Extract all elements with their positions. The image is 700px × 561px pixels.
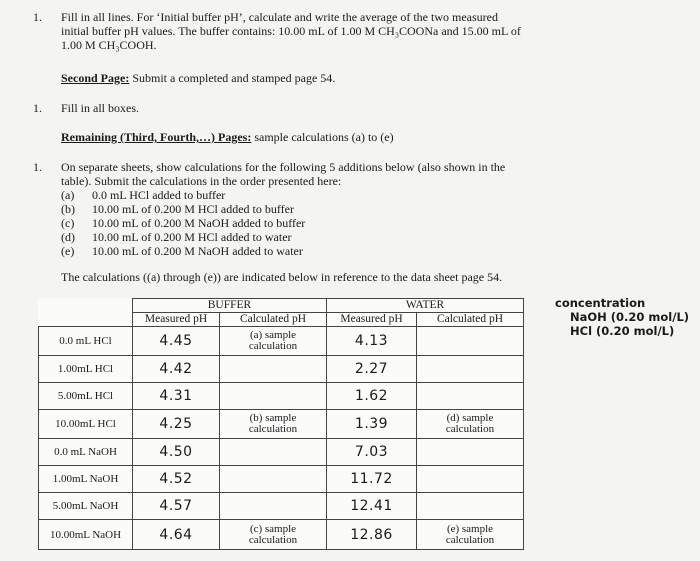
list-item-label: (b) [61, 202, 75, 216]
buffer-calculated-ph [220, 466, 327, 493]
instruction-3-line-1: On separate sheets, show calculations for the following 5 additions below (also shown in the [61, 160, 506, 174]
second-page-instruction [61, 71, 335, 85]
row-label: 5.00mL HCl [39, 383, 133, 410]
closing-note: The calculations ((a) through (e)) are indicated below in reference to the data sheet page 54. [61, 270, 503, 284]
row-label: 0.0 mL HCl [39, 327, 133, 356]
table-row [39, 520, 524, 550]
water-calculated-header: Calculated pH [417, 313, 524, 327]
water-measured-ph: 4.13 [327, 327, 417, 356]
instruction-paragraph-3 [61, 160, 505, 188]
buffer-calculated-ph: (a) sample calculation [220, 327, 327, 356]
row-label: 0.0 mL NaOH [39, 439, 133, 466]
second-page-heading: Second Page: [61, 71, 130, 85]
list-item-text: 10.00 mL of 0.200 M HCl added to water [92, 230, 292, 244]
item-number-3: 1. [33, 160, 42, 174]
buffer-header: BUFFER [133, 299, 327, 313]
row-label: 10.00mL NaOH [39, 520, 133, 550]
buffer-measured-ph: 4.52 [133, 466, 220, 493]
water-measured-ph: 12.86 [327, 520, 417, 550]
table-row [39, 410, 524, 439]
list-item [61, 216, 305, 230]
buffer-measured-ph: 4.57 [133, 493, 220, 520]
list-item-label: (c) [61, 216, 75, 230]
buffer-calculated-header: Calculated pH [220, 313, 327, 327]
buffer-measured-ph: 4.45 [133, 327, 220, 356]
instruction-1-line-3: 1.00 M CH₃COOH. [61, 38, 157, 52]
concentration-hcl: HCl (0.20 mol/L) [570, 324, 675, 338]
table-row [39, 439, 524, 466]
instruction-paragraph-2: Fill in all boxes. [61, 101, 139, 115]
list-item [61, 244, 305, 258]
ph-data-table [38, 298, 524, 550]
list-item [61, 202, 305, 216]
concentration-naoh: NaOH (0.20 mol/L) [570, 310, 690, 324]
remaining-pages-instruction [61, 130, 394, 144]
row-label: 1.00mL HCl [39, 356, 133, 383]
buffer-calculated-ph: (c) sample calculation [220, 520, 327, 550]
water-calculated-ph [417, 493, 524, 520]
buffer-calculated-ph: (b) sample calculation [220, 410, 327, 439]
concentration-title: concentration [555, 296, 646, 310]
water-calculated-ph [417, 439, 524, 466]
buffer-calculated-ph [220, 493, 327, 520]
list-item-text: 10.00 mL of 0.200 M NaOH added to buffer [92, 216, 306, 230]
buffer-calculated-ph [220, 439, 327, 466]
list-item [61, 188, 305, 202]
instruction-paragraph-1 [61, 10, 521, 52]
water-calculated-ph [417, 327, 524, 356]
table-row [39, 356, 524, 383]
row-label: 5.00mL NaOH [39, 493, 133, 520]
row-label: 10.00mL HCl [39, 410, 133, 439]
instruction-1-line-1: Fill in all lines. For ‘Initial buffer pH’, calculate and write the average of the two measured [61, 10, 498, 24]
table-row [39, 383, 524, 410]
second-page-text: Submit a completed and stamped page 54. [132, 71, 336, 85]
water-measured-ph: 12.41 [327, 493, 417, 520]
table-row [39, 493, 524, 520]
concentration-note [555, 296, 689, 338]
water-calculated-ph [417, 356, 524, 383]
table-corner-cell [39, 299, 133, 327]
buffer-measured-ph: 4.64 [133, 520, 220, 550]
water-calculated-ph [417, 466, 524, 493]
water-measured-header: Measured pH [327, 313, 417, 327]
list-item-text: 0.0 mL HCl added to buffer [92, 188, 226, 202]
buffer-measured-header: Measured pH [133, 313, 220, 327]
water-measured-ph: 2.27 [327, 356, 417, 383]
list-item-label: (d) [61, 230, 75, 244]
additions-list [61, 188, 305, 258]
list-item [61, 230, 305, 244]
instruction-1-line-2: initial buffer pH values. The buffer contains: 10.00 mL of 1.00 M CH₃COONa and 15.00 mL of [61, 24, 521, 38]
buffer-measured-ph: 4.50 [133, 439, 220, 466]
item-number-2: 1. [33, 101, 42, 115]
remaining-pages-heading: Remaining (Third, Fourth,…) Pages: [61, 130, 252, 144]
water-measured-ph: 1.62 [327, 383, 417, 410]
instruction-3-line-2: table). Submit the calculations in the order presented here: [61, 174, 342, 188]
buffer-calculated-ph [220, 356, 327, 383]
water-header: WATER [327, 299, 524, 313]
water-calculated-ph: (e) sample calculation [417, 520, 524, 550]
water-calculated-ph [417, 383, 524, 410]
list-item-text: 10.00 mL of 0.200 M NaOH added to water [92, 244, 303, 258]
list-item-text: 10.00 mL of 0.200 M HCl added to buffer [92, 202, 294, 216]
water-calculated-ph: (d) sample calculation [417, 410, 524, 439]
table-row [39, 466, 524, 493]
remaining-pages-text: sample calculations (a) to (e) [254, 130, 394, 144]
buffer-measured-ph: 4.42 [133, 356, 220, 383]
table-row [39, 327, 524, 356]
water-measured-ph: 7.03 [327, 439, 417, 466]
buffer-calculated-ph [220, 383, 327, 410]
water-measured-ph: 11.72 [327, 466, 417, 493]
list-item-label: (a) [61, 188, 75, 202]
list-item-label: (e) [61, 244, 75, 258]
row-label: 1.00mL NaOH [39, 466, 133, 493]
buffer-measured-ph: 4.25 [133, 410, 220, 439]
water-measured-ph: 1.39 [327, 410, 417, 439]
item-number-1: 1. [33, 10, 42, 24]
buffer-measured-ph: 4.31 [133, 383, 220, 410]
